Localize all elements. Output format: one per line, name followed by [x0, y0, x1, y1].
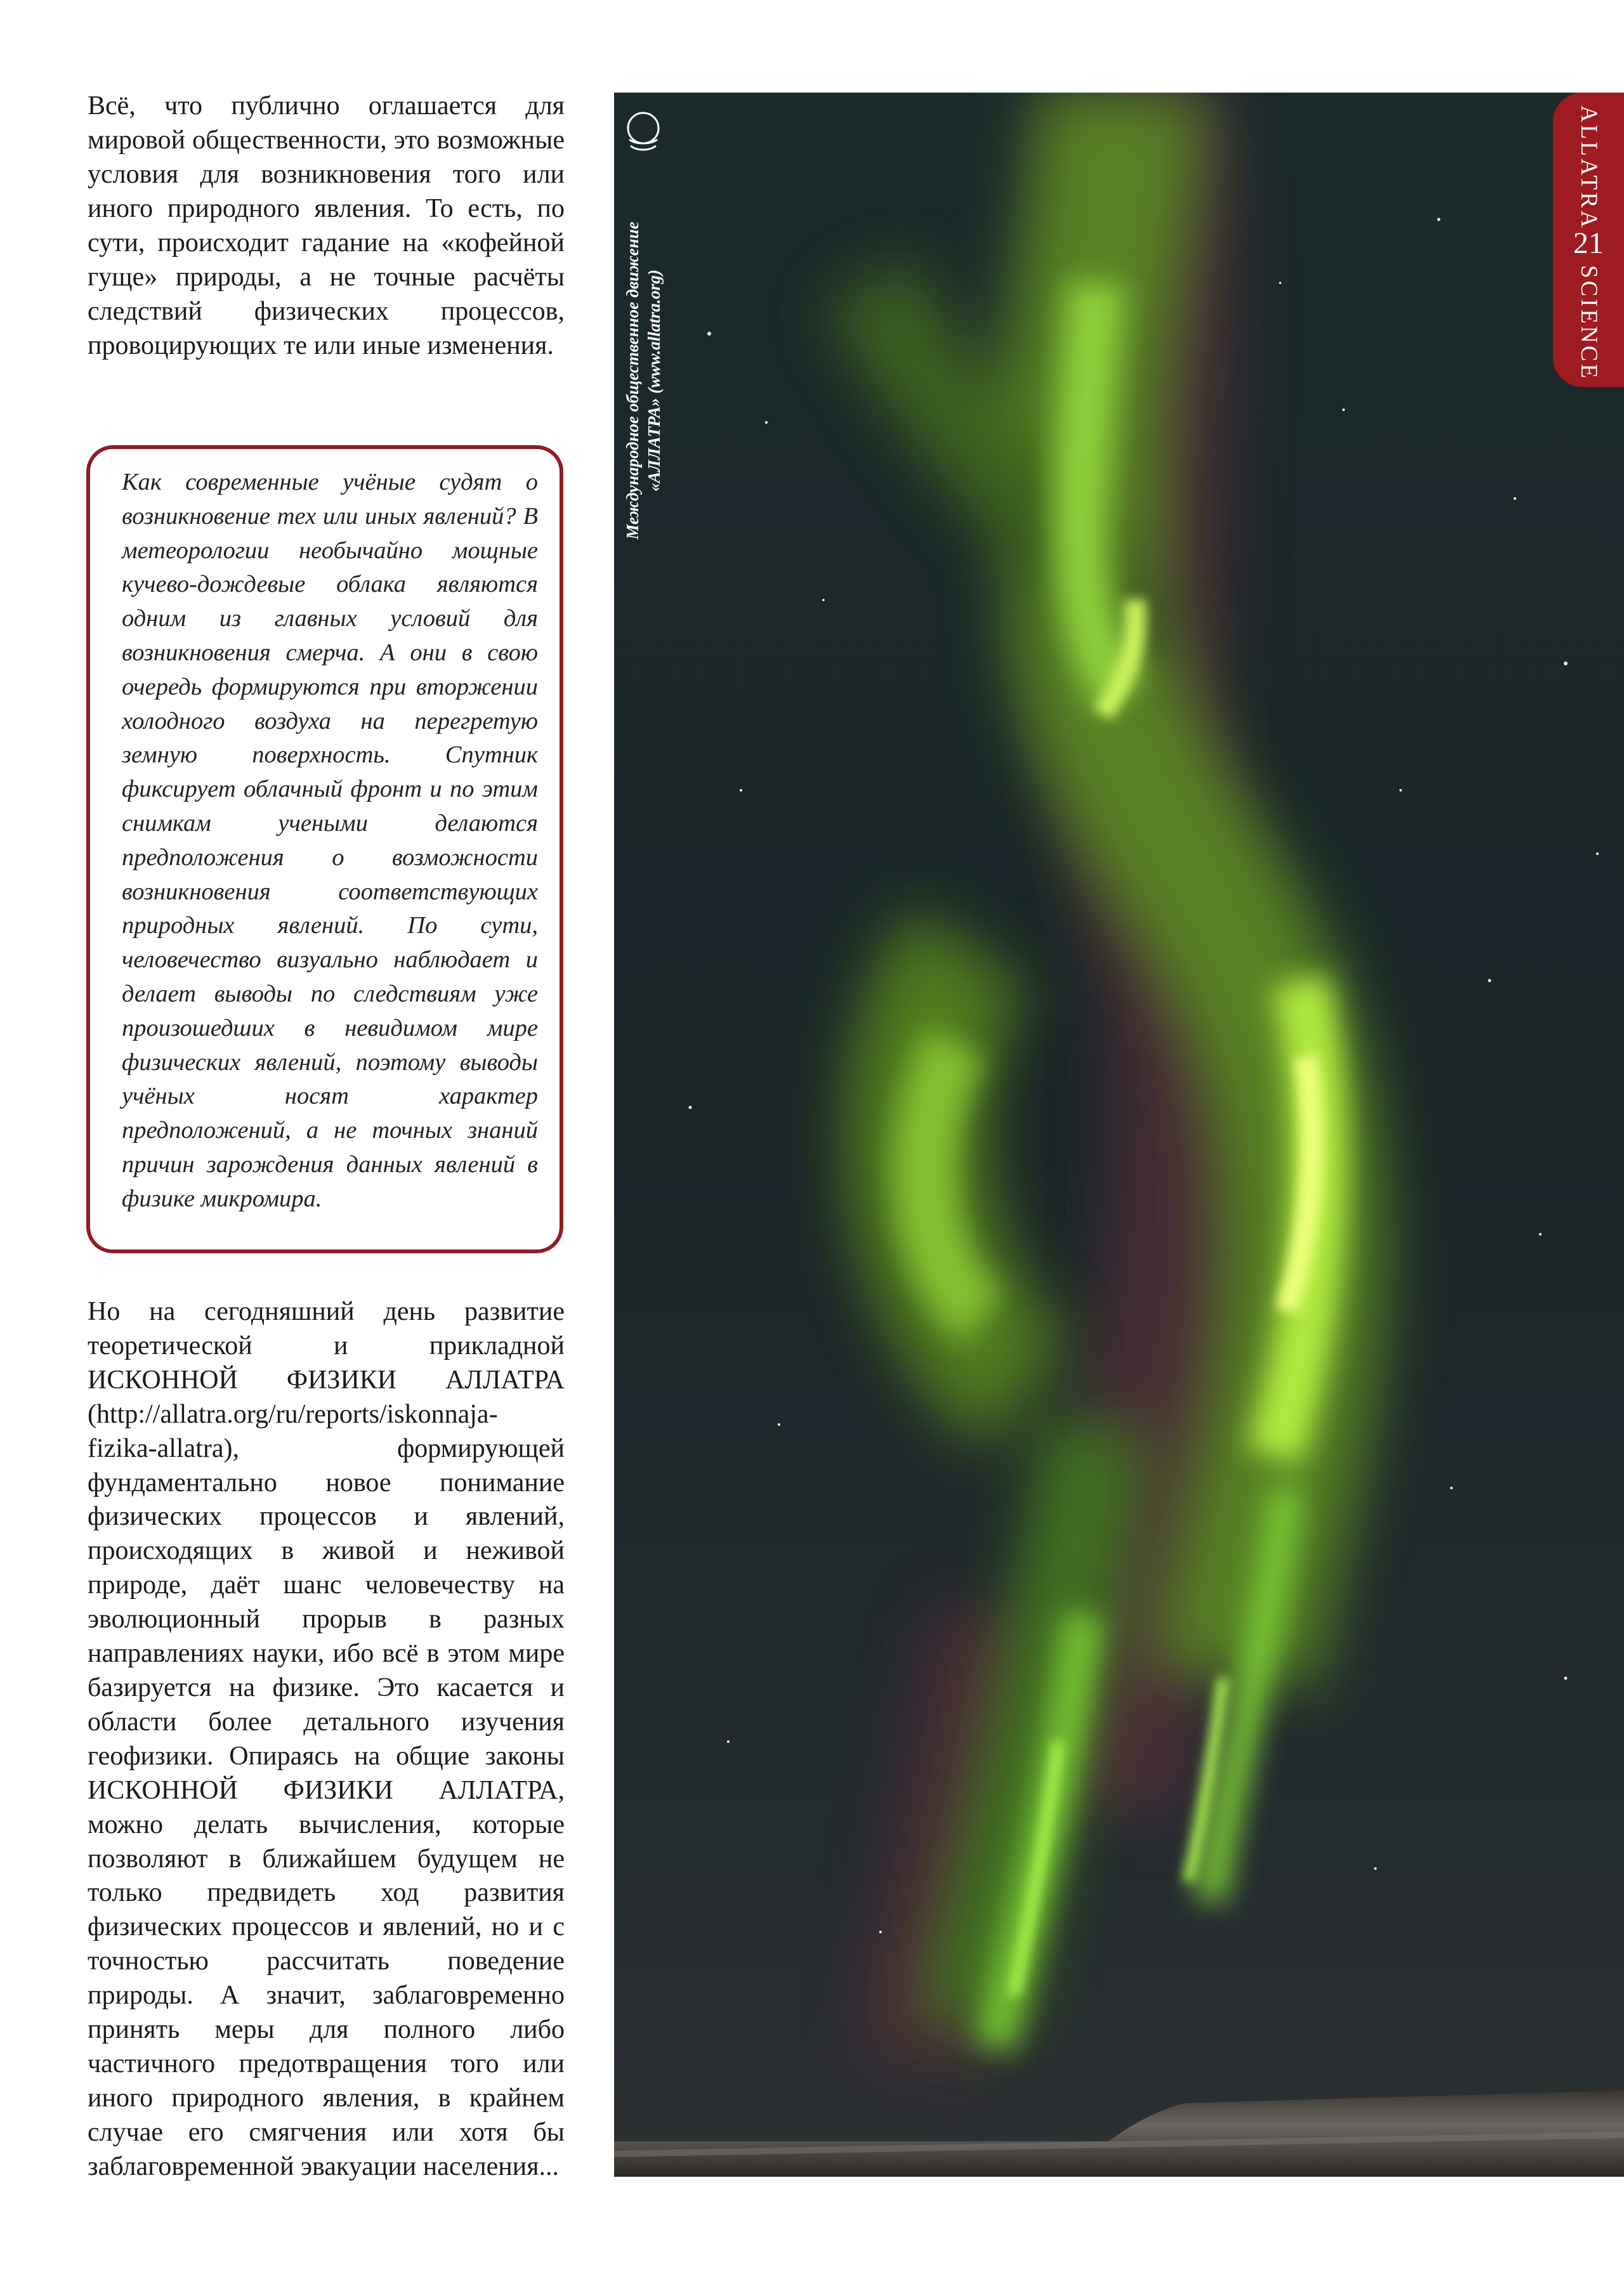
- brand-label: ALLATRA: [1576, 105, 1602, 230]
- photo-credit-line1: Международное общественное движение: [623, 221, 642, 540]
- intro-paragraph: Всё, что публично оглашается для мировой общественности, это возможные условия для возникновения того или иного природного явления. То есть, по сути, происходит гадание на «кофейной гуще» природы, а не точные расчёты следствий физических процессов, провоцирующих те или иные изменения.: [88, 91, 565, 360]
- photo-credit-line2: «АЛЛАТРА» (www.allatra.org): [645, 270, 664, 492]
- section-tab: [1553, 93, 1624, 387]
- main-paragraph: Но на сегодняшний день развитие теоретической и прикладной ИСКОННОЙ ФИЗИКИ АЛЛАТРА (http://allatra.org/ru/reports/iskonnaja-fizika-allatra), формирующей фундаментально новое понимание физических процессов и явлений, происходящих в живой и неживой природе, даёт шанс человечеству на эволюционный прорыв в разных направлениях науки, ибо всё в этом мире базируется на физике. Это касается и области более детального изучения геофизики. Опираясь на общие законы ИСКОННОЙ ФИЗИКИ АЛЛАТРА, можно делать вычисления, которые позволяют в ближайшем будущем не только предвидеть ход развития физических процессов и явлений, но и с точностью рассчитать поведение природы. А значит, заблаговременно принять меры для полного либо частичного предотвращения того или иного природного явления, в крайнем случае его смягчения или хотя бы заблаговременной эвакуации населения...: [88, 1297, 565, 2181]
- section-label: SCIENCE: [1576, 265, 1602, 381]
- photo-credit: [617, 171, 674, 590]
- allatra-logo-icon: [624, 107, 662, 160]
- page-number: 21: [1573, 226, 1604, 260]
- aurora-photo: [614, 93, 1624, 2177]
- callout-text: Как современные учёные судят о возникновение тех или иных явлений? В метеорологии необычайно мощные кучево-дождевые облака являются одним из главных условий для возникновения смерча. А они в свою очередь формируются при вторжении холодного воздуха на перегретую земную поверхность. Спутник фиксирует облачный фронт и по этим снимкам учеными делаются предположения о возможности возникновения соответствующих природных явлений. По сути, человечество визуально наблюдает и делает выводы по следствиям уже произошедших в невидимом мире физических явлений, поэтому выводы учёных носят характер предположений, а не точных знаний причин зарождения данных явлений в физике микромира.: [122, 469, 538, 1212]
- callout-box: [86, 445, 563, 1253]
